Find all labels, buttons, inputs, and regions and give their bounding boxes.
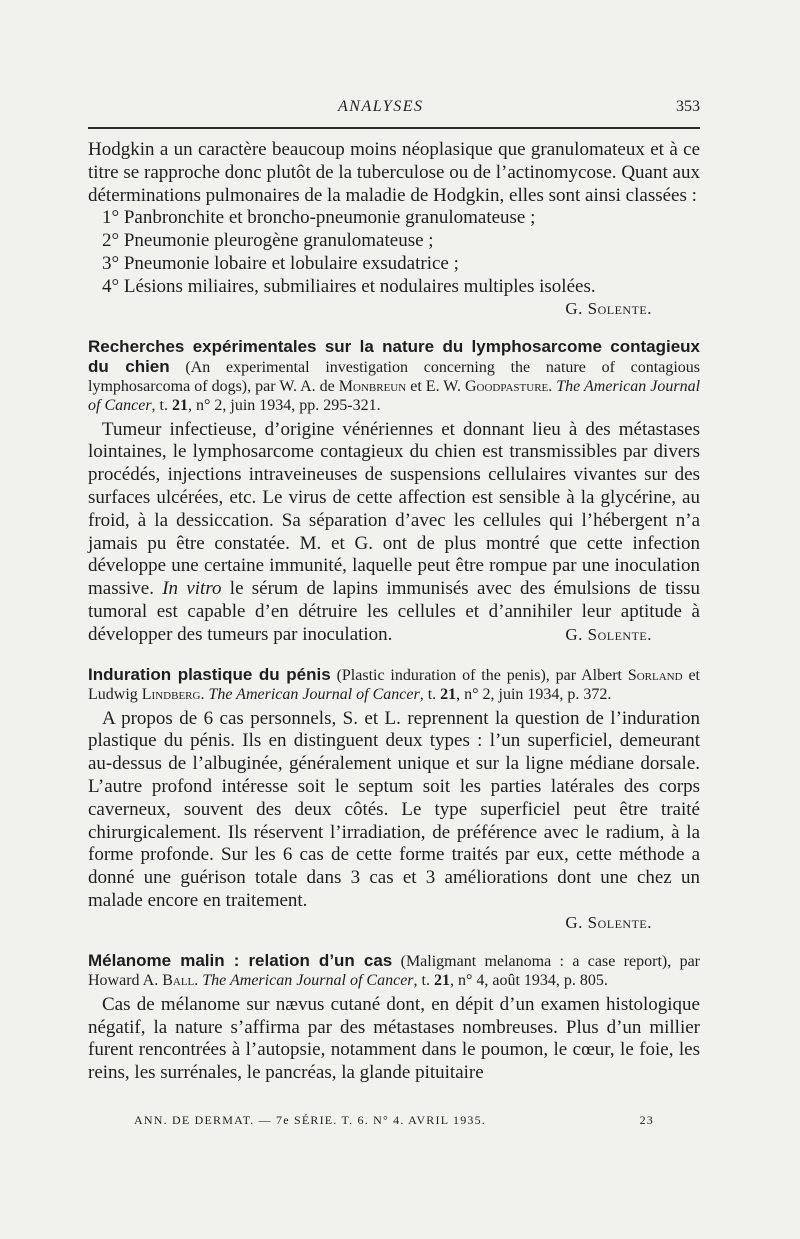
article-heading: Recherches expérimentales sur la nature du lymphosarcome contagieux du chien: [88, 336, 700, 376]
header-rule: [88, 127, 700, 129]
sheet-number: 23: [639, 1113, 654, 1127]
journal-title: The American Journal of Cancer: [208, 685, 420, 703]
article-body: A propos de 6 cas personnels, S. et L. reprennent la question de l’induration plastique du pénis. Ils en distinguent deux types : l’un superficiel, demeurant au-dessus de l’albuginée, généralement unique et sur la ligne médiane dorsale. L’autre profond intéresse soit le septum soit les parties latérales des corps caverneux, souvent des deux côtés. Le type superficiel peut être traité chirurgicalement. Ils réservent l’irradiation, de préférence avec le radium, à la forme profonde. Sur les 6 cas de cette forme traités par eux, cette méthode a donné une guérison totale dans 3 cas et 3 améliorations dont une chez un malade encore en traitement.: [88, 707, 700, 911]
list-item: 3° Pneumonie lobaire et lobulaire exsudatrice ;: [102, 252, 459, 274]
article-reference: (Plastic induration of the penis), par Albert Sorland et Ludwig Lindberg. The American Journal of Cancer, t. 21, n° 2, juin 1934, p. 372.: [88, 666, 700, 703]
article-body: Cas de mélanome sur nævus cutané dont, en dépit d’un examen histologique négatif, la nature s’affirma par des métastases nombreuses. Plus d’un millier furent rencontrées à l’autopsie, notamment dans le poumon, le cœur, le foie, les reins, les surrénales, le pancréas, la glande pituitaire: [88, 993, 700, 1084]
page-number: 353: [676, 98, 700, 115]
article-reference: (Maligmant melanoma : a case report), par Howard A. Ball. The American Journal of Cancer, t. 21, n° 4, août 1934, p. 805.: [88, 952, 701, 989]
signature: G. Solente.: [565, 624, 652, 644]
list-item: 2° Pneumonie pleurogène granulomateuse ;: [102, 230, 434, 252]
article-heading: Mélanome malin : relation d’un cas: [88, 950, 393, 970]
running-title: ANALYSES: [338, 98, 424, 115]
signature: G. Solente.: [565, 912, 652, 932]
intro-paragraph: Hodgkin a un caractère beaucoup moins néoplasique que granulomateux et à ce titre se rapproche donc plutôt de la tuberculose ou de l’actinomycose. Quant aux déterminations pulmonaires de la maladie de Hodgkin, elles sont ainsi classées :: [88, 139, 700, 206]
journal-title: The American Journal of Cancer: [88, 377, 701, 414]
article-induration: [88, 665, 700, 933]
page-content: [88, 139, 700, 1085]
journal-title: The American Journal of Cancer: [202, 971, 414, 989]
journal-citation: ANN. DE DERMAT. — 7e SÉRIE. T. 6. N° 4. AVRIL 1935.: [134, 1113, 486, 1127]
list-item: 1° Panbronchite et broncho-pneumonie granulomateuse ;: [102, 207, 536, 229]
article-lymphosarcome: [88, 337, 700, 647]
article-heading: Induration plastique du pénis: [88, 664, 331, 684]
article-melanome: [88, 951, 700, 1085]
article-reference: (An experimental investigation concerning the nature of contagious lymphosarcoma of dogs), par W. A. de Monbreun et E. W. Goodpasture. The American Journal of Cancer, t. 21, n° 2, juin 1934, pp. 295-321.: [88, 358, 701, 414]
signature: G. Solente.: [565, 298, 652, 318]
article-body: Tumeur infectieuse, d’origine vénériennes et donnant lieu à des métastases lointaines, le lymphosarcome contagieux du chien est transmissibles par divers procédés, injections intraveineuses de suspensions cellulaires vivantes sur des surfaces ulcérées, etc. Le virus de cette affection est sensible à la glycérine, au froid, à la dessiccation. Sa séparation d’avec les cellules qui l’hébergent n’a jamais pu être constatée. M. et G. ont de plus montré que cette infection développe une certaine immunité, laquelle peut être rompue par une inoculation massive. In vitro le sérum de lapins immunisés avec des émulsions de tissu tumoral est capable d’en détruire les cellules et d’annihiler leur aptitude à développer des tumeurs par inoculation. G. Solente.: [88, 418, 700, 645]
list-item: 4° Lésions miliaires, submiliaires et nodulaires multiples isolées.: [102, 275, 596, 297]
running-header: [88, 98, 700, 122]
